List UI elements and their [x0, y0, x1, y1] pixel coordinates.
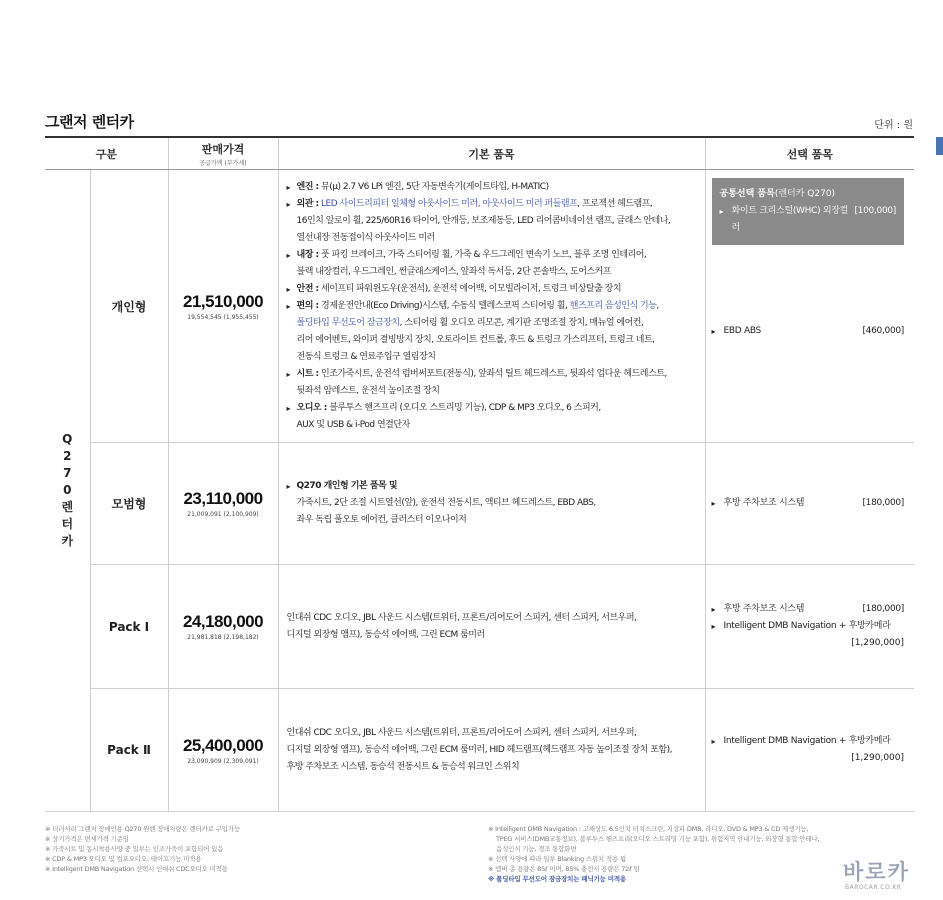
header-category: 구분 — [45, 138, 168, 170]
list-item — [712, 495, 905, 512]
footnote: ※ Intelligent DMB Navigation 선택시 인대쉬 CDC오디오 미적용 — [45, 865, 228, 873]
unit-label: 단위 : 원 — [874, 120, 913, 131]
option-price: [100,000] — [854, 206, 897, 216]
footnote: TPEG 서비스(DMB교통정보), 블루투스 핸즈프리(오디오 스트리밍 기능 포함), 위험지역 안내기능, 외장형 통합 안테나, — [496, 835, 820, 843]
footnote: 음성인식 기능, 경조 통합화면 — [496, 845, 577, 853]
price-supply: 21,009,091 (2,100,909) — [187, 511, 259, 518]
options-cell — [705, 565, 914, 689]
watermark-logo-sub: BAROCAR.CO.KR — [845, 884, 902, 891]
price-cell — [168, 443, 278, 565]
table-row — [45, 565, 914, 689]
footnotes-right — [488, 824, 898, 884]
list-item: ▸ 시트 : 인조가죽시트, 운전석 럼버써포트(전동식), 앞좌석 틸트 헤드레스트, 뒷좌석 업다운 헤드레스트, 뒷좌석 암레스트, 운전석 높이조절 장치 — [287, 366, 697, 400]
option-price: [460,000] — [862, 326, 905, 336]
price-value: 25,400,000 — [182, 735, 264, 755]
option-name: ▸ Intelligent DMB Navigation + 후방카메라 — [712, 618, 891, 635]
list-item: 인대쉬 CDC 오디오, JBL 사운드 시스템(트위터, 프론트/리어도어 스피커, 센터 스피커, 서브우퍼, 디지털 외장형 앰프), 동승석 에어백, 그린 ECM 룸미러 — [286, 612, 637, 640]
price-table — [45, 138, 914, 812]
option-name: ▸ EBD ABS — [712, 323, 761, 340]
header-basic: 기본 품목 — [278, 138, 705, 170]
options-cell — [705, 443, 914, 565]
list-item: ▸ 엔진 : 뮤(μ) 2.7 V6 LPi 엔진, 5단 자동변속기(게이트타입, H-MATIC) — [287, 179, 697, 196]
list-item — [712, 733, 905, 750]
footnote: ※ 상기가격은 면세가격 기준임 — [45, 835, 129, 843]
list-item: ▸ 오디오 : 블루투스 핸즈프리 (오디오 스트리밍 기능), CDP & MP3 오디오, 6 스피커, AUX 및 USB & i-Pod 연결단자 — [287, 400, 697, 434]
footnote: ※ 가죽시트 및 동시착용사양 중 일부는 인조가죽이 포함되어 있음 — [45, 845, 224, 853]
price-cell — [168, 170, 278, 443]
trim-name: Pack Ⅱ — [90, 689, 168, 812]
option-name: ▸ Intelligent DMB Navigation + 후방카메라 — [712, 733, 891, 750]
list-item: ▸ Q270 개인형 기본 품목 및 가죽시트, 2단 조절 시트열선(앞), 운전석 전동시트, 액티브 헤드레스트, EBD ABS, 좌우 독립 풀오토 에어컨, 클러스터 이오나이저 — [287, 478, 697, 529]
footnote: ※ 엠버 총 용량은 85ℓ 이며, 85% 충전시 용량은 72ℓ 임 — [488, 865, 640, 873]
list-item: 인대쉬 CDC 오디오, JBL 사운드 시스템(트위터, 프론트/리어도어 스피커, 센터 스피커, 서브우퍼, 디지털 외장형 앰프), 동승석 에어백, 그린 ECM 룸미러, HID 헤드램프(헤드램프 자동 높이조절 장치 포함), 후방 주차보조 시스템, 동승석 전동시트 & 동승석 워크인 스위치 — [286, 727, 672, 772]
list-item: ▸ 편의 : 경제운전안내(Eco Driving)시스템, 수동식 텔레스코픽 스티어링 휠, 핸즈프리 음성인식 기능, 폴딩타입 무선도어 잠금장치, 스티어링 휠 오디오 리모콘, 계기판 조명조절 장치, 매뉴얼 에어컨, 리어 에어벤트, 와이퍼 결빙방지 장치, 오토라이트 컨트롤, 후드 & 트렁크 가스리프터, 트렁크 네트, 전동식 트렁크 & 연료주입구 열림장치 — [287, 298, 697, 366]
footnote: ※ Intelligent DMB Navigation : 고해상도 6.5인치 터치스크린, 지상파 DMB, 라디오, DVD & MP3 & CD 재생기능, — [488, 825, 809, 833]
basic-items-cell — [278, 170, 705, 443]
footnote: ※ 더러셔리 그랜저 장애인용 Q270 원밴 장애차량은 렌터카로 구입가능 — [45, 825, 240, 833]
option-name: ▸ 후방 주차보조 시스템 — [712, 601, 805, 618]
list-item: ▸ 외관 : LED 사이드리피터 일체형 아웃사이드 미러, 아웃사이드 미러 퍼들램프, 프로젝션 헤드램프, 16인치 알로이 휠, 225/60R16 타이어, 안개등, 보조제동등, LED 리어콤비네이션 램프, 글래스 안테나, 열선내장 전동접이식 아웃사이드 미러 — [287, 196, 697, 247]
list-item — [712, 618, 905, 635]
footnote: ※ CDP & MP3 오디오 및 컴포오디오: 테이프기능 미적용 — [45, 855, 202, 863]
list-item: ▸ 안전 : 세이프티 파워윈도우(운전석), 운전석 에어백, 이모빌라이저, 트렁크 비상탈출 장치 — [287, 281, 697, 298]
list-item: ▸ 내장 : 풋 파킹 브레이크, 가죽 스티어링 휠, 가죽 & 우드그레인 변속기 노브, 블루 조명 인테리어, 블랙 내장컬러, 우드그레인, 썬글래스케이스, 앞좌석 독서등, 2단 콘솔박스, 도어스커프 — [287, 247, 697, 281]
list-item — [712, 601, 905, 618]
table-row — [45, 170, 914, 443]
header-price-sub: 공급가액 (부가세) — [199, 159, 247, 167]
trim-name: 모범형 — [90, 443, 168, 565]
basic-items-list — [287, 179, 697, 434]
header-price-label: 판매가격 — [201, 142, 245, 156]
trim-name: Pack Ⅰ — [90, 565, 168, 689]
price-value: 23,110,000 — [183, 489, 263, 508]
price-supply: 21,981,818 (2,198,182) — [187, 634, 259, 641]
option-price: [1,290,000] — [851, 638, 905, 648]
basic-items-cell — [278, 443, 705, 565]
table-top-rule — [45, 136, 914, 138]
option-price: [1,290,000] — [851, 753, 905, 763]
options-cell — [705, 689, 914, 812]
trim-name: 개인형 — [90, 170, 168, 443]
table-row — [45, 689, 914, 812]
model-cell — [45, 170, 90, 812]
price-supply: 23,090,909 (2,309,091) — [187, 757, 259, 765]
footnote: ※ 선택 사양에 따라 일부 Blanking 스위치 적용 됨 — [488, 855, 626, 863]
option-price: [180,000] — [862, 604, 905, 614]
list-item — [720, 203, 897, 237]
page-title: 그랜저 렌터카 — [45, 113, 134, 131]
basic-items-list — [287, 725, 697, 776]
options-cell — [705, 170, 914, 443]
basic-items-cell — [278, 689, 705, 812]
model-name: Q 2 7 0 렌 터 카 — [61, 432, 74, 548]
basic-items-list — [287, 610, 697, 644]
table-row — [45, 443, 914, 565]
side-tab-marker — [936, 137, 943, 155]
footnotes-left — [45, 824, 465, 874]
common-options-title: 공통선택 품목(렌터카 Q270) — [719, 189, 836, 199]
watermark-logo: 바로카 — [843, 860, 910, 884]
list-item — [712, 323, 905, 340]
footnote-highlight: ※ 폴딩타입 무선도어 잠금장치는 패닉기능 미적용 — [488, 875, 627, 883]
basic-items-cell — [278, 565, 705, 689]
option-name: ▸ 화이트 크리스털(WHC) 외장컬러 — [720, 203, 855, 237]
price-cell — [168, 565, 278, 689]
option-name: ▸ 후방 주차보조 시스템 — [712, 495, 805, 512]
basic-items-list — [287, 478, 697, 529]
header-row — [45, 138, 914, 170]
common-options-box — [712, 178, 905, 245]
price-supply: 19,554,545 (1,955,455) — [187, 313, 259, 321]
price-value: 21,510,000 — [182, 291, 264, 311]
option-price: [180,000] — [862, 498, 905, 508]
header-option: 선택 품목 — [705, 138, 914, 170]
price-cell — [168, 689, 278, 812]
header-price — [168, 138, 278, 170]
price-value: 24,180,000 — [182, 612, 264, 631]
